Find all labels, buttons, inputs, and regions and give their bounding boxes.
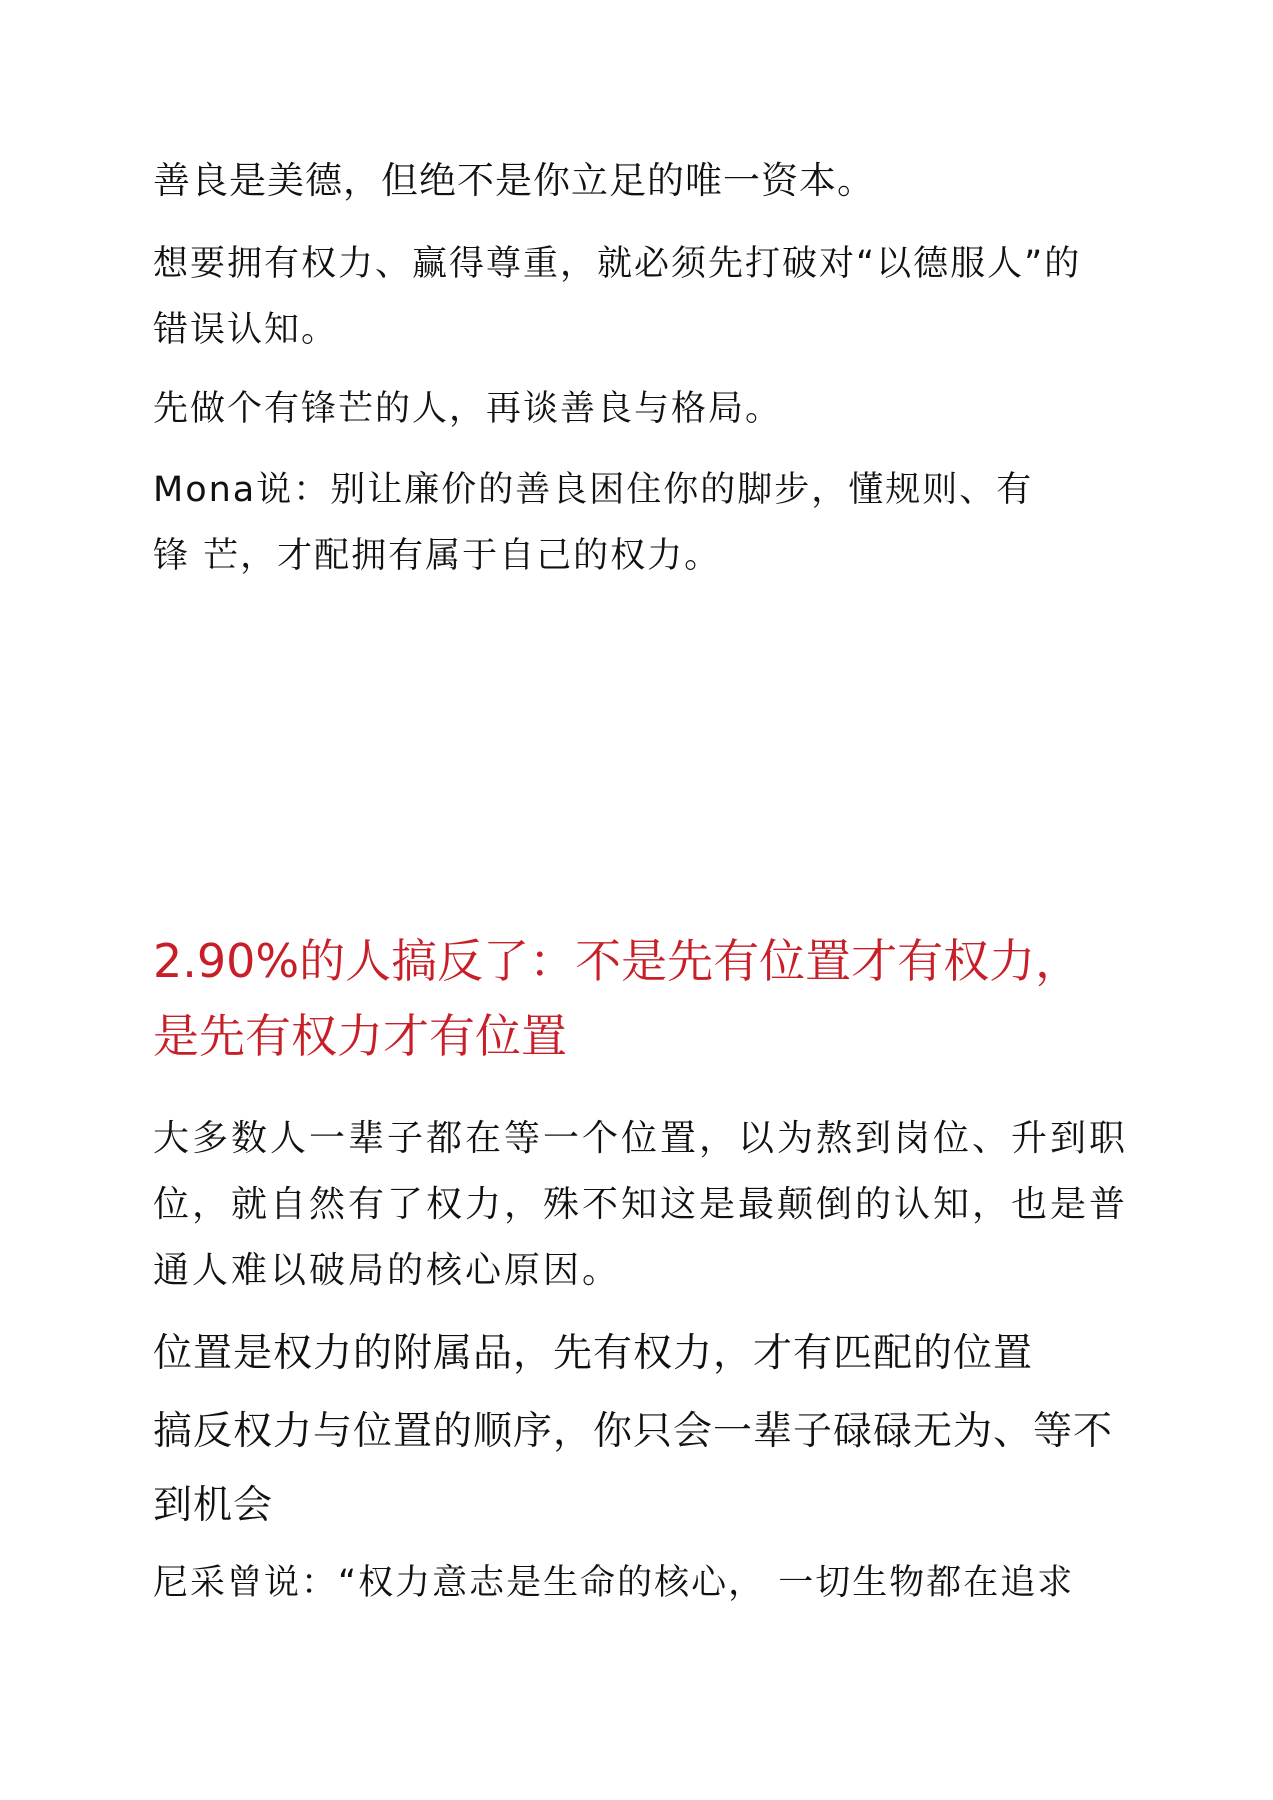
- paragraph-waiting-position-line3: 通人难以破局的核心原因。: [153, 1250, 622, 1291]
- paragraph-reverse-order-line2: 到机会: [153, 1483, 274, 1528]
- paragraph-sharp-edge: 先做个有锋芒的人，再谈善良与格局。: [153, 389, 783, 429]
- paragraph-mona-quote-line2: 锋 芒，才配拥有属于自己的权力。: [153, 536, 722, 576]
- paragraph-waiting-position-line2: 位，就自然有了权力，殊不知这是最颠倒的认知，也是普: [153, 1184, 1129, 1225]
- paragraph-nietzsche-quote: 尼采曾说：“权力意志是生命的核心， 一切生物都在追求: [153, 1563, 1075, 1603]
- paragraph-reverse-order-line1: 搞反权力与位置的顺序，你只会一辈子碌碌无为、等不: [153, 1409, 1114, 1454]
- paragraph-power-respect-line2: 错误认知。: [153, 310, 339, 350]
- paragraph-mona-quote-line1: Mona说：别让廉价的善良困住你的脚步，懂规则、有: [153, 470, 1034, 510]
- paragraph-waiting-position-line1: 大多数人一辈子都在等一个位置，以为熬到岗位、升到职: [153, 1118, 1129, 1159]
- paragraph-power-respect-line1: 想要拥有权力、赢得尊重，就必须先打破对“以德服人”的: [153, 244, 1082, 284]
- section-heading-line1: 2.90%的人搞反了：不是先有位置才有权力，: [153, 934, 1082, 988]
- paragraph-position-accessory: 位置是权力的附属品，先有权力，才有匹配的位置: [153, 1331, 1034, 1376]
- section-heading-line2: 是先有权力才有位置: [153, 1009, 567, 1063]
- paragraph-kindness-virtue: 善良是美德，但绝不是你立足的唯一资本。: [153, 159, 875, 202]
